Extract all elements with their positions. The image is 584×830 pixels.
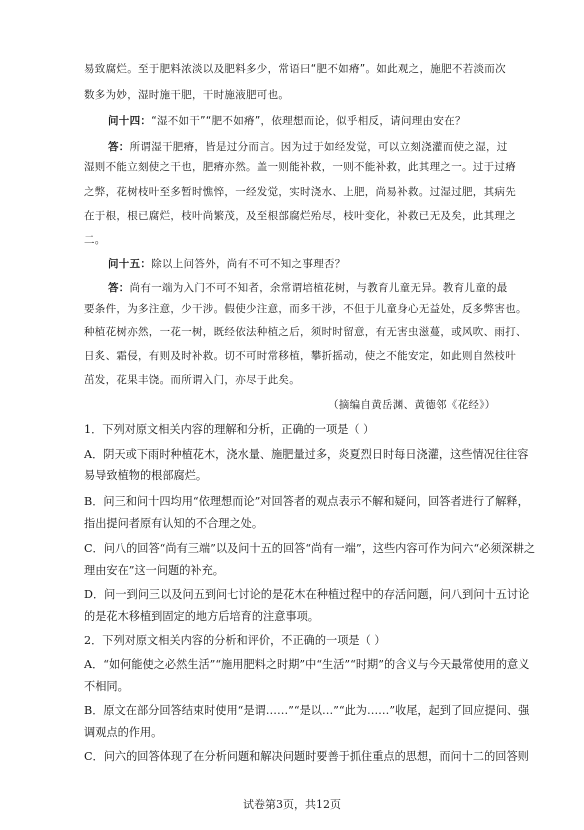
option-2b-cont: 调观点的作用。 bbox=[84, 726, 163, 739]
question-1-stem: 1．下列对原文相关内容的理解和分析，正确的一项是（ ） bbox=[84, 423, 375, 436]
option-2a-cont: 不相同。 bbox=[84, 680, 129, 693]
passage-line: 数多为妙，湿时施干肥，干时施液肥可也。 bbox=[84, 89, 290, 101]
question-15 bbox=[108, 256, 584, 271]
source-citation: （摘编自黄岳渊、黄德邻《花经》） bbox=[328, 399, 496, 411]
option-1c: C．问八的回答“尚有三端”以及问十五的回答“尚有一端”，这些内容可作为问六“必须深耕之 bbox=[84, 542, 536, 555]
option-1a-cont: 易导致植物的根部腐烂。 bbox=[84, 469, 208, 482]
answer-text: 所谓湿干肥瘠，皆是过分而言。因为过于如经发觉，可以立刻浇灌而使之湿，过 bbox=[129, 141, 508, 153]
answer-label: 答： bbox=[108, 141, 130, 153]
question-text: “湿不如干”“肥不如瘠”，依理想而论，似乎相反，请问理由安在？ bbox=[151, 115, 466, 127]
question-14 bbox=[108, 113, 584, 128]
answer-15 bbox=[108, 280, 584, 295]
passage-line: 二。 bbox=[84, 234, 106, 246]
answer-14 bbox=[108, 139, 584, 154]
option-1b-cont: 指出提问者原有认知的不合理之处。 bbox=[84, 517, 264, 530]
option-1d-cont: 的是花木移植到固定的地方后培育的注意事项。 bbox=[84, 610, 319, 623]
passage-line: 在于根，根已腐烂，枝叶尚繁茂，及至根部腐烂殆尽，枝叶变化，补救已无及矣，此其理之 bbox=[84, 210, 516, 222]
passage-line: 种植花树亦然，一花一树，既经依法种植之后，须时时留意，有无害虫滋蔓，或风吹、雨打、 bbox=[84, 326, 527, 338]
passage-line: 要条件，为多注意，少干涉。假使少注意，而多干涉，不但于儿童身心无益处，反多弊害也。 bbox=[84, 303, 527, 315]
passage-line: 湿则不能立刻使之干也，肥瘠亦然。盖一则能补救，一则不能补救，此其理之一。过于过瘠 bbox=[84, 161, 516, 173]
option-1d: D．问一到问三以及问五到问七讨论的是花木在种植过程中的存活问题，问八到问十五讨论 bbox=[84, 588, 530, 601]
option-1a: A．阴天或下雨时种植花木，浇水量、施肥量过多，炎夏烈日时每日浇灌，这些情况往往容 bbox=[84, 448, 529, 461]
page-footer: 试卷第3页，共12页 bbox=[243, 798, 341, 811]
question-label: 问十四： bbox=[108, 115, 152, 127]
option-2b: B．原文在部分回答结束时使用“是谓……”“是以…”“此为……”收尾，起到了回应提问、强 bbox=[84, 704, 530, 717]
passage-line: 易致腐烂。至于肥料浓淡以及肥料多少，常语曰“肥不如瘠”。如此观之，施肥不若淡而次 bbox=[84, 63, 506, 75]
option-2a: A．“如何能使之必然生活”“施用肥料之时期”中“生活”“时期”的含义与今天最常使用的意义 bbox=[84, 658, 530, 671]
option-1c-cont: 理由安在”这一问题的补充。 bbox=[84, 564, 224, 577]
question-2-stem: 2．下列对原文相关内容的分析和评价，不正确的一项是（ ） bbox=[84, 634, 386, 647]
passage-line: 之弊，花树枝叶至多暂时憔悴，一经发觉，实时浇水、上肥，尚易补救。过湿过肥，其病先 bbox=[84, 186, 516, 198]
question-text: 除以上问答外，尚有不可不知之事理否？ bbox=[151, 258, 346, 270]
option-2c: C．问六的回答体现了在分析问题和解决问题时要善于抓住重点的思想，而问十二的回答则 bbox=[84, 750, 529, 763]
passage-line: 日炙、霜侵，有则及时补救。切不可时常移植，攀折摇动，使之不能安定，如此则自然枝叶 bbox=[84, 350, 516, 362]
question-label: 问十五： bbox=[108, 258, 152, 270]
passage-line: 茁发，花果丰饶。而所谓入门，亦尽于此矣。 bbox=[84, 374, 300, 386]
option-1b: B．问三和问十四均用“依理想而论”对回答者的观点表示不解和疑问，回答者进行了解释， bbox=[84, 495, 529, 508]
answer-text: 尚有一端为入门不可不知者，余常谓培植花树，与教育儿童无异。教育儿童的最 bbox=[129, 282, 508, 294]
answer-label: 答： bbox=[108, 282, 130, 294]
